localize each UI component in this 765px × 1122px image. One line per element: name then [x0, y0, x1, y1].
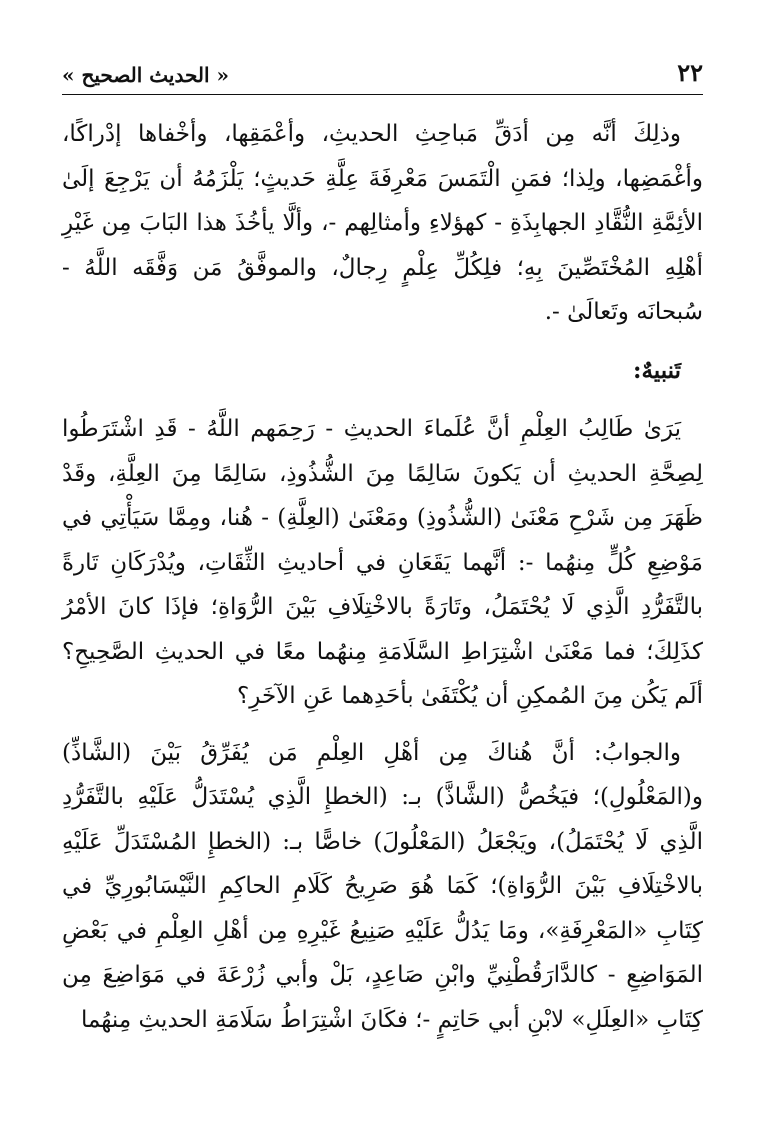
- paragraph-spacer: [62, 393, 703, 407]
- page-body: [62, 112, 703, 1042]
- running-title: « الحديث الصحيح »: [62, 63, 230, 87]
- paragraph-note: يَرَىٰ طَالِبُ العِلْمِ أنَّ عُلَماءَ الحديثِ - رَحِمَهم اللَّهُ - قَدِ اشْتَرَطُوا لِصِحَّةِ الحديثِ أن يَكونَ سَالِمًا مِنَ الشُّذُوذِ، سَالِمًا مِنَ العِلَّةِ، وقَدْ ظَهَرَ مِن شَرْحِ مَعْنَىٰ (الشُّذُوذِ) ومَعْنَىٰ (العِلَّةِ) - هُنا، ومِمَّا سَيَأْتِي في مَوْضِعِ كُلٍّ مِنهُما -: أنَّهما يَقَعَانِ في أحاديثِ الثِّقَاتِ، ويُدْرَكَانِ تَارةً بالتَّفَرُّدِ الَّذِي لَا يُحْتَمَلُ، وتَارَةً بالاخْتِلَافِ بَيْنَ الرُّوَاةِ؛ فإذَا كانَ الأمْرُ كذَلِكَ؛ فما مَعْنَىٰ اشْتِرَاطِ السَّلَامَةِ مِنهُما معًا في الحديثِ الصَّحِيحِ؟ ألَم يَكُن مِنَ المُمكِنِ أن يُكْتَفَىٰ بأحَدِهما عَنِ الآخَرِ؟: [62, 416, 703, 709]
- paragraph-spacer: [62, 719, 703, 731]
- page-number: ٢٢: [677, 58, 703, 87]
- paragraph-answer: والجوابُ: أنَّ هُناكَ مِن أهْلِ العِلْمِ مَن يُفَرِّقُ بَيْنَ (الشَّاذِّ) و(المَعْلُولِ)؛ فيَخُصُّ (الشَّاذَّ) بـ: (الخطإِ الَّذِي يُسْتَدَلُّ عَلَيْهِ بالتَّفَرُّدِ الَّذِي لَا يُحْتَمَلُ)، ويَجْعَلُ (المَعْلُولَ) خاصًّا بـ: (الخطإِ المُسْتَدَلِّ عَلَيْهِ بالاخْتِلَافِ بَيْنَ الرُّوَاةِ)؛ كَمَا هُوَ صَرِيحُ كَلَامِ الحاكِمِ النَّيْسَابُورِيِّ في كِتَابِ «المَعْرِفَةِ»، ومَا يَدُلُّ عَلَيْهِ صَنِيعُ غَيْرِهِ مِن أهْلِ العِلْمِ في بَعْضِ المَوَاضِعِ - كالدَّارَقُطْنِيِّ وابْنِ صَاعِدٍ، بَلْ وأبي زُرْعَةَ في مَوَاضِعَ مِن كِتَابِ «العِلَلِ» لابْنِ أبي حَاتِمٍ -؛ فكَانَ اشْتِرَاطُ سَلَامَةِ الحديثِ مِنهُما: [62, 739, 703, 1033]
- paragraph-intro: وذلِكَ أنَّه مِن أدَقِّ مَباحِثِ الحديثِ، وأعْمَقِها، وأخْفاها إدْراكًا، وأغْمَضِها، ولِذا؛ فمَنِ الْتَمَسَ مَعْرِفَةَ عِلَّةِ حَديثٍ؛ يَلْزَمُهُ أن يَرْجِعَ إلَىٰ الأئِمَّةِ النُّقَّادِ الجهابِذَةِ - كهؤلاءِ وأمثالِهم -، وألَّا يأخُذَ هذا البَابَ مِن غَيْرِ أهْلِهِ المُخْتَصِّينَ بِهِ؛ فلِكُلِّ عِلْمٍ رِجالٌ، والموفَّقُ مَن وَفَّقَه اللَّهُ - سُبحانَه وتَعالَىٰ -.: [62, 121, 703, 325]
- paragraph-spacer: [62, 335, 703, 349]
- page-header: [62, 58, 703, 95]
- section-heading: تَنبيهٌ:: [632, 356, 681, 384]
